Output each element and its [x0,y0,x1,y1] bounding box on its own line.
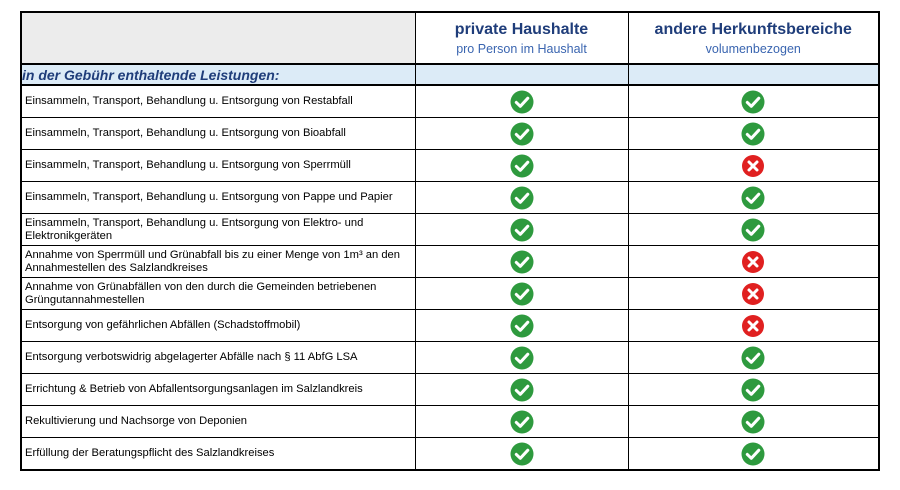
header-private-title: private Haushalte [454,21,589,38]
check-circle-icon [510,314,534,338]
check-circle-icon [741,186,765,210]
cross-circle-icon [741,282,765,306]
table-row [21,310,879,342]
service-label: Einsammeln, Transport, Behandlung u. Entsorgung von Bioabfall [21,118,415,150]
service-label: Annahme von Grünabfällen von den durch die Gemeinden betriebenen Grüngutannahmestellen [21,278,415,310]
other-origins-cell [628,374,879,406]
other-origins-cell [628,310,879,342]
other-origins-cell [628,118,879,150]
private-households-cell [415,438,628,471]
service-label: Entsorgung von gefährlichen Abfällen (Schadstoffmobil) [21,310,415,342]
check-circle-icon [741,378,765,402]
section-row [21,64,879,85]
check-circle-icon [510,282,534,306]
service-label: Errichtung & Betrieb von Abfallentsorgungsanlagen im Salzlandkreis [21,374,415,406]
service-label: Einsammeln, Transport, Behandlung u. Entsorgung von Elektro- und Elektronikgeräten [21,214,415,246]
table-row [21,374,879,406]
service-label: Entsorgung verbotswidrig abgelagerter Abfälle nach § 11 AbfG LSA [21,342,415,374]
other-origins-cell [628,214,879,246]
service-label: Rekultivierung und Nachsorge von Deponien [21,406,415,438]
check-circle-icon [510,250,534,274]
private-households-cell [415,214,628,246]
table-row [21,85,879,118]
other-origins-cell [628,85,879,118]
private-households-cell [415,374,628,406]
check-circle-icon [510,346,534,370]
table-row [21,150,879,182]
private-households-cell [415,182,628,214]
check-circle-icon [510,378,534,402]
check-circle-icon [741,410,765,434]
table-row [21,246,879,278]
other-origins-cell [628,342,879,374]
service-label: Einsammeln, Transport, Behandlung u. Entsorgung von Sperrmüll [21,150,415,182]
check-circle-icon [510,90,534,114]
other-origins-cell [628,406,879,438]
cross-circle-icon [741,250,765,274]
cross-circle-icon [741,314,765,338]
private-households-cell [415,246,628,278]
other-origins-cell [628,438,879,471]
private-households-cell [415,310,628,342]
private-households-cell [415,85,628,118]
fee-services-table [20,11,880,471]
cross-circle-icon [741,154,765,178]
header-other-origins [628,12,879,64]
table-row [21,278,879,310]
private-households-cell [415,406,628,438]
service-label: Einsammeln, Transport, Behandlung u. Entsorgung von Pappe und Papier [21,182,415,214]
other-origins-cell [628,246,879,278]
private-households-cell [415,118,628,150]
other-origins-cell [628,182,879,214]
header-other-title: andere Herkunftsbereiche [654,21,852,38]
section-empty-cell [415,64,628,85]
table-row [21,438,879,471]
header-private-subtitle: pro Person im Haushalt [456,42,587,56]
private-households-cell [415,342,628,374]
service-label: Erfüllung der Beratungspflicht des Salzlandkreises [21,438,415,471]
table-row [21,214,879,246]
check-circle-icon [510,122,534,146]
table-row [21,342,879,374]
header-row [21,12,879,64]
header-empty-cell [21,12,415,64]
check-circle-icon [510,410,534,434]
check-circle-icon [510,154,534,178]
service-label: Einsammeln, Transport, Behandlung u. Entsorgung von Restabfall [21,85,415,118]
private-households-cell [415,150,628,182]
table-row [21,406,879,438]
check-circle-icon [741,122,765,146]
other-origins-cell [628,278,879,310]
service-label: Annahme von Sperrmüll und Grünabfall bis zu einer Menge von 1m³ an den Annahmestellen des Salzlandkreises [21,246,415,278]
table-row [21,118,879,150]
private-households-cell [415,278,628,310]
header-other-subtitle: volumenbezogen [705,42,801,56]
header-private-households [415,12,628,64]
check-circle-icon [741,442,765,466]
check-circle-icon [510,186,534,210]
check-circle-icon [510,218,534,242]
other-origins-cell [628,150,879,182]
table-row [21,182,879,214]
section-label: in der Gebühr enthaltende Leistungen: [21,64,415,85]
section-empty-cell [628,64,879,85]
check-circle-icon [510,442,534,466]
check-circle-icon [741,346,765,370]
check-circle-icon [741,218,765,242]
check-circle-icon [741,90,765,114]
